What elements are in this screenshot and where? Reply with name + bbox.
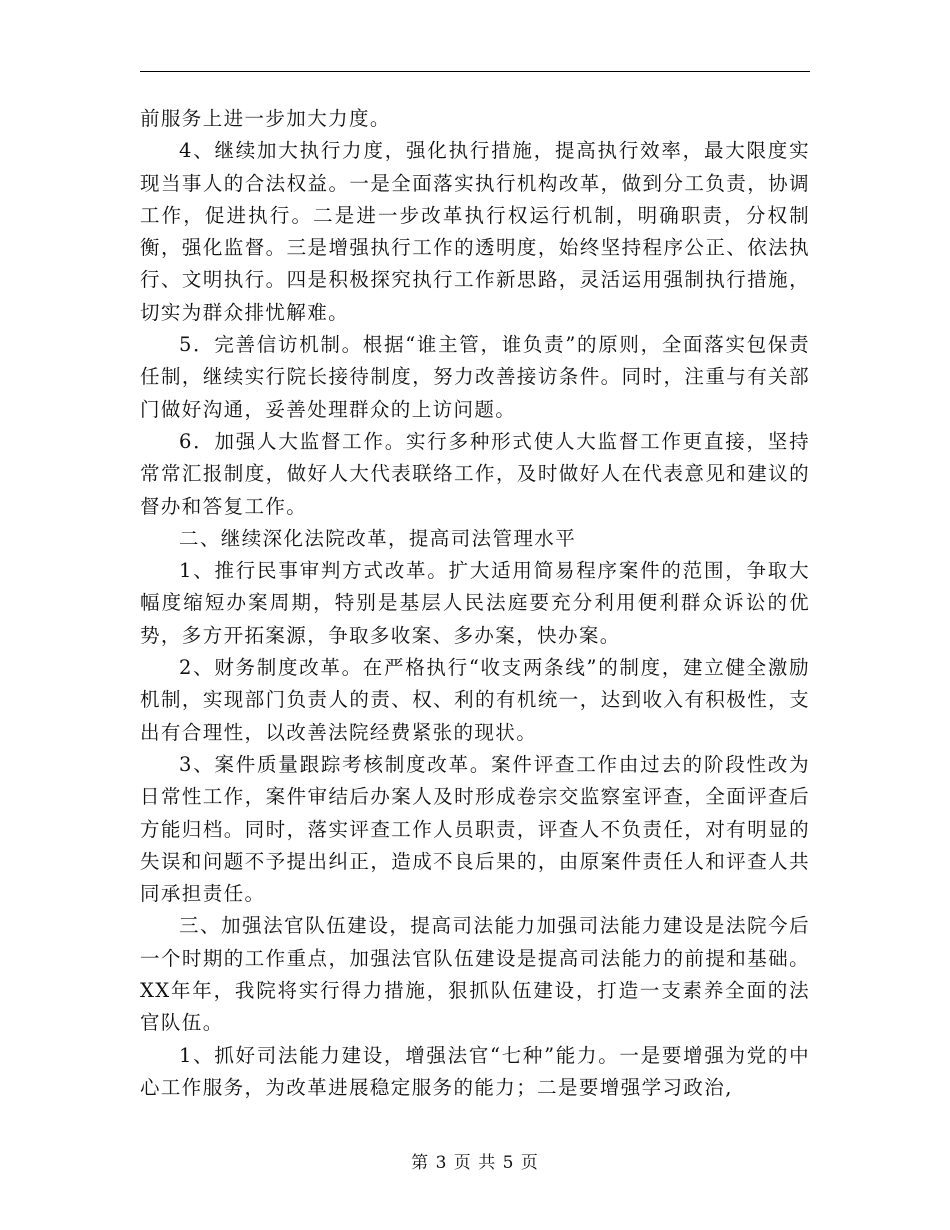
header-rule [140, 71, 810, 72]
paragraph-item-6: 6．加强人大监督工作。实行多种形式使人大监督工作更直接，坚持常常汇报制度，做好人大代表联络工作，及时做好人在代表意见和建议的督办和答复工作。 [140, 429, 810, 518]
section-heading-2: 二、继续深化法院改革，提高司法管理水平 [179, 526, 577, 550]
page-number-text: 第 3 页 共 5 页 [411, 1153, 539, 1173]
paragraph-2-2: 2、财务制度改革。在严格执行“收支两条线”的制度，建立健全激励机制，实现部门负责人的责、权、利的有机统一，达到收入有积极性，支出有合理性，以改善法院经费紧张的现状。 [140, 656, 810, 744]
paragraph-3-1: 1、抓好司法能力建设，增强法官“七种”能力。一是要增强为党的中心工作服务，为改革进展稳定服务的能力；二是要增强学习政治, [140, 1043, 810, 1099]
paragraph-2-1: 1、推行民事审判方式改革。扩大适用简易程序案件的范围，争取大幅度缩短办案周期，特别是基层人民法庭要充分利用便利群众诉讼的优势，多方开拓案源，争取多收案、多办案，快办案。 [140, 559, 810, 647]
paragraph-item-4: 4、继续加大执行力度，强化执行措施，提高执行效率，最大限度实现当事人的合法权益。一是全面落实执行机构改革，做到分工负责，协调工作，促进执行。二是进一步改革执行权运行机制，明确职责，分权制衡，强化监督。三是增强执行工作的透明度，始终坚持程序公正、依法执行、文明执行。四是积极探究执行工作新思路，灵活运用强制执行措施，切实为群众排忧解难。 [140, 139, 810, 324]
page-footer [0, 1148, 950, 1173]
paragraph-item-5: 5．完善信访机制。根据“谁主管，谁负责”的原则，全面落实包保责任制，继续实行院长接待制度，努力改善接访条件。同时，注重与有关部门做好沟通，妥善处理群众的上访问题。 [140, 333, 810, 421]
document-body [140, 103, 810, 1104]
section-heading-3: 三、加强法官队伍建设，提高司法能力加强司法能力建设是法院今后一个时期的工作重点，加强法官队伍建设是提高司法能力的前提和基础。XX年年，我院将实行得力措施，狠抓队伍建设，打造一支素养全面的法官队伍。 [140, 914, 810, 1035]
paragraph-2-3: 3、案件质量跟踪考核制度改革。案件评查工作由过去的阶段性改为日常性工作，案件审结后办案人及时形成卷宗交监察室评查，全面评查后方能归档。同时，落实评查工作人员职责，评查人不负责任，对有明显的失误和问题不予提出纠正，造成不良后果的，由原案件责任人和评查人共同承担责任。 [140, 752, 810, 906]
paragraph-continuation: 前服务上进一步加大力度。 [140, 107, 391, 130]
